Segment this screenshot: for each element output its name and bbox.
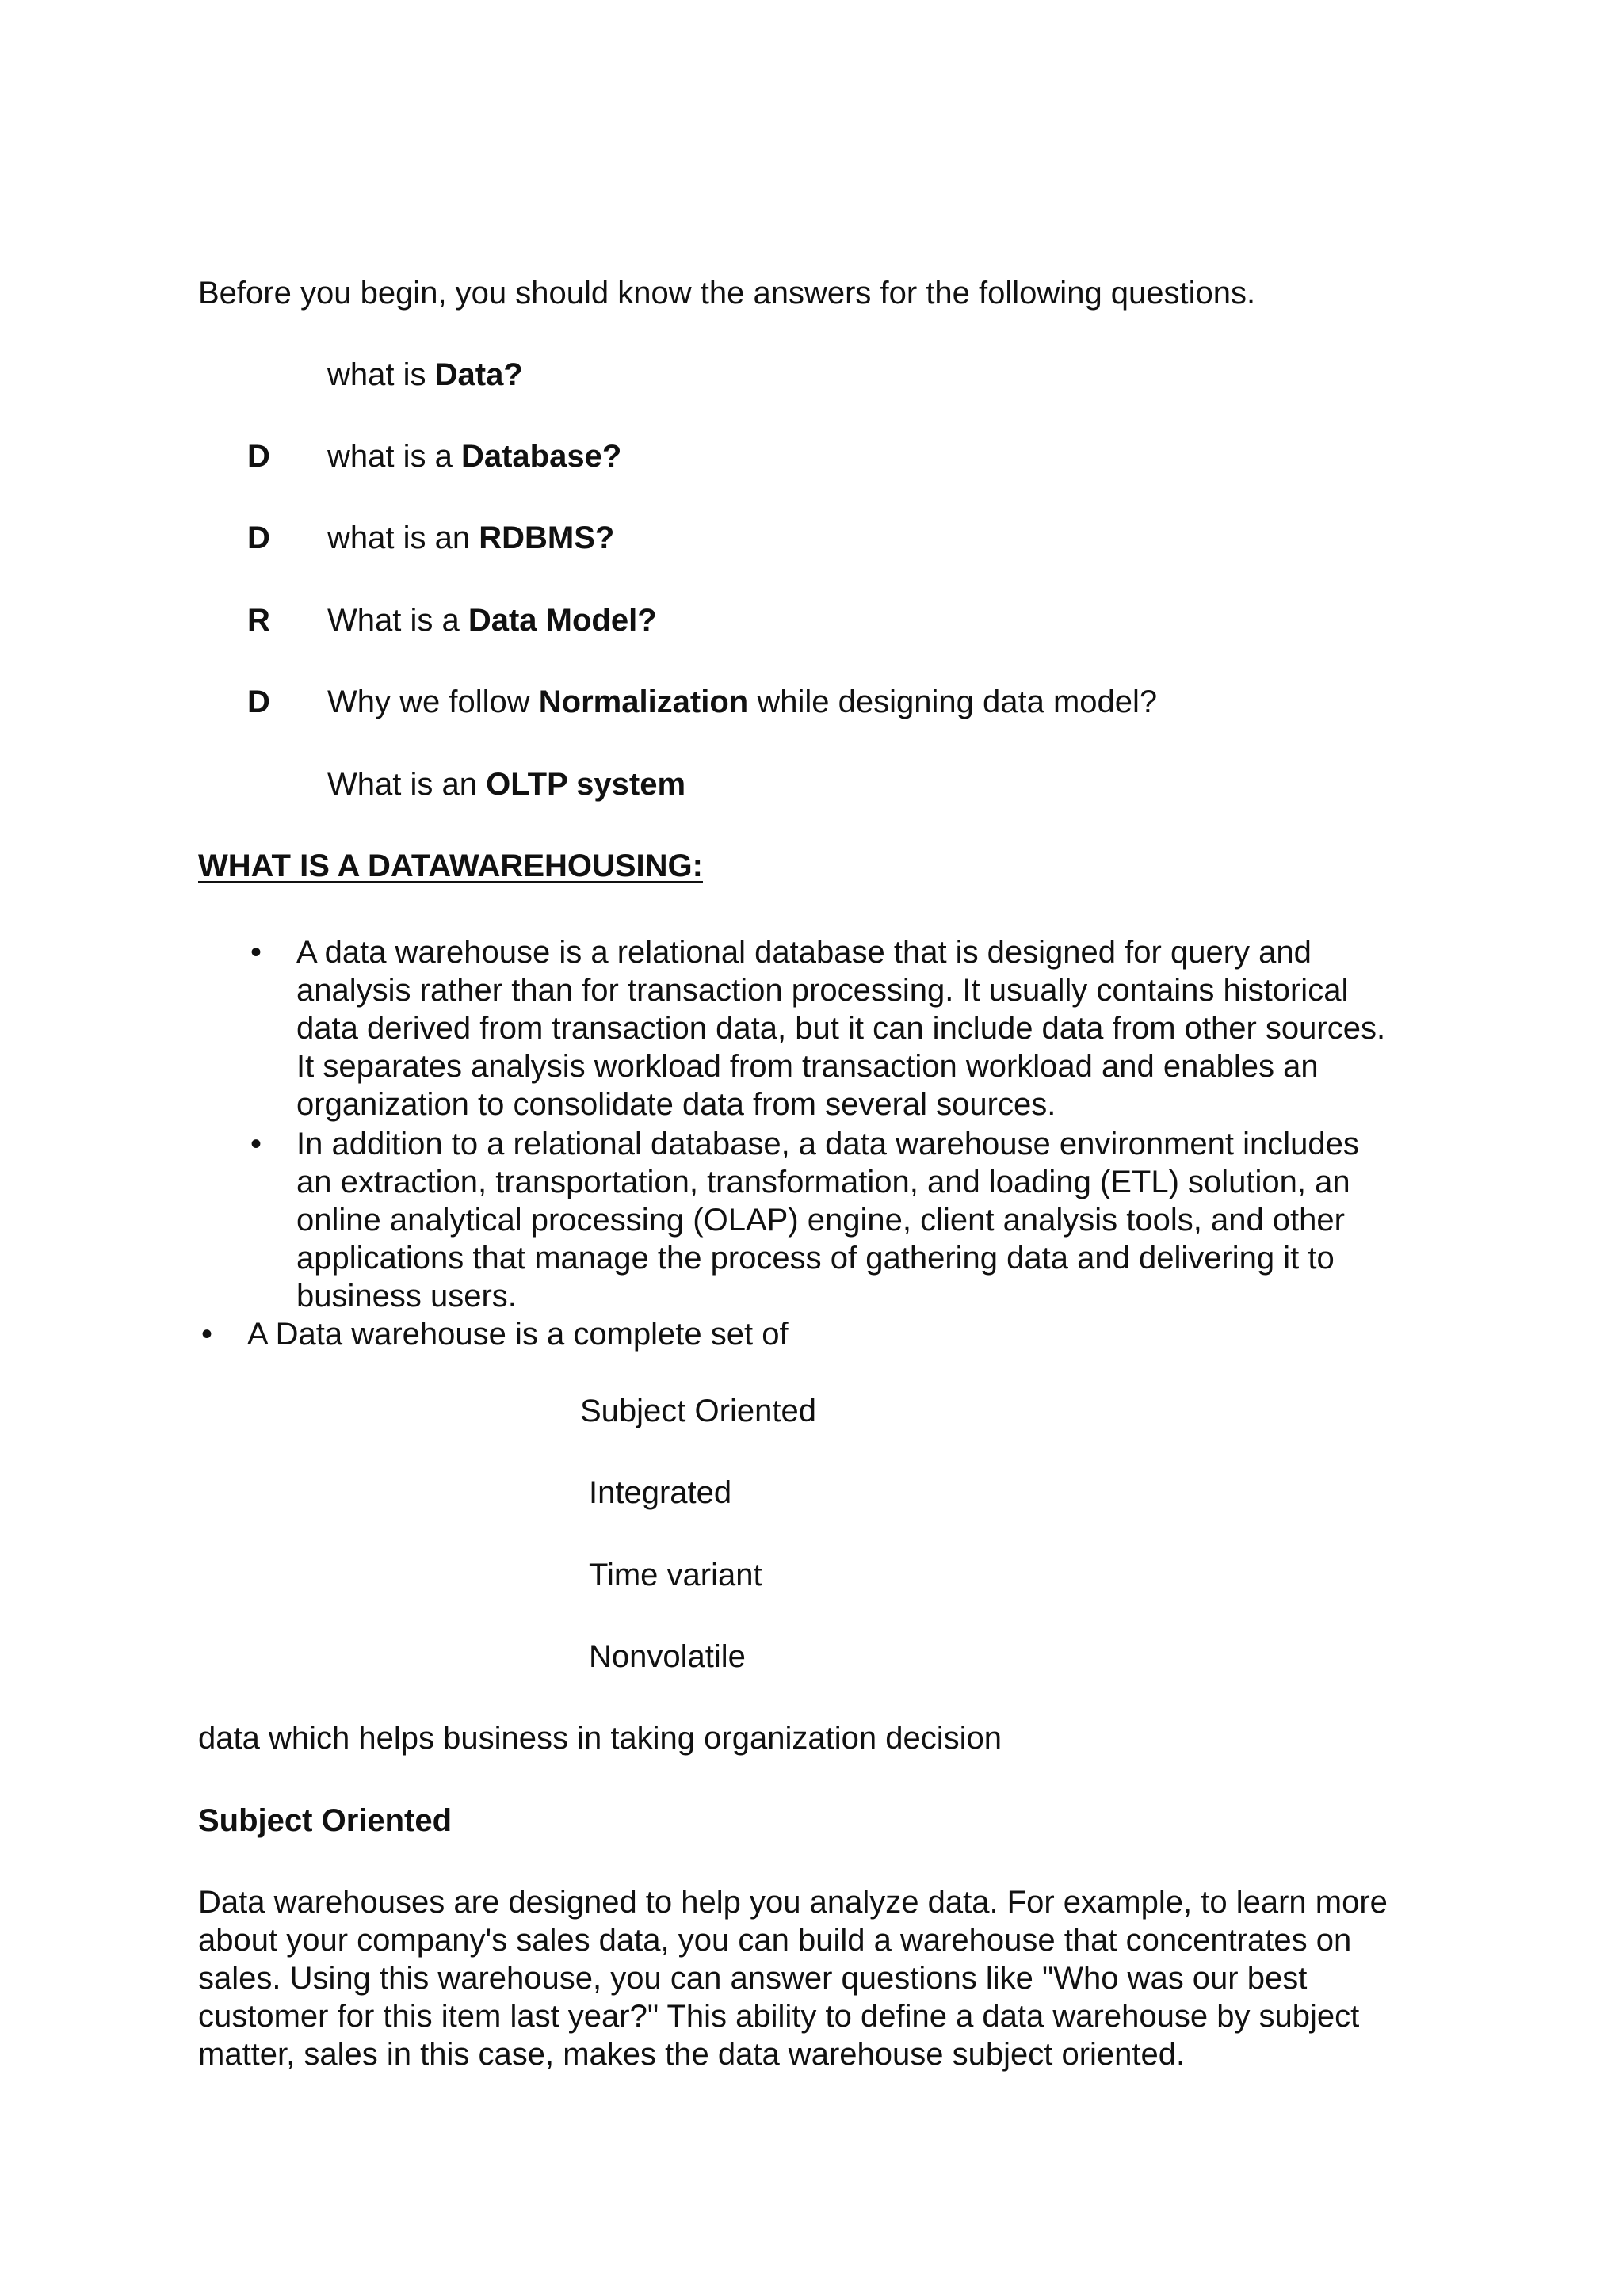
bullet-line: organization to consolidate data from several sources. [296,1087,1056,1122]
question-prefix: what is [327,357,435,392]
question-marker: D [247,521,270,555]
bullet-line: A data warehouse is a relational database that is designed for query and [296,935,1312,970]
question-text [327,601,657,639]
property-item: Integrated [589,1475,732,1510]
property-item: Time variant [589,1558,762,1592]
question-marker: R [247,603,270,638]
section-heading: WHAT IS A DATAWAREHOUSING: [198,849,703,883]
bullet-line: online analytical processing (OLAP) engine, client analysis tools, and other [296,1203,1345,1238]
question-marker: D [247,685,270,719]
question-bold: RDBMS? [479,521,615,555]
paragraph-line: Data warehouses are designed to help you analyze data. For example, to learn more [198,1885,1388,1920]
closing-text: data which helps business in taking organization decision [198,1721,1002,1756]
question-text [327,356,523,394]
question-bold: Database? [460,439,622,474]
paragraph-line: matter, sales in this case, makes the data warehouse subject oriented. [198,2037,1186,2072]
paragraph-line: about your company's sales data, you can build a warehouse that concentrates on [198,1923,1352,1958]
property-item: Nonvolatile [589,1639,746,1674]
paragraph-line: customer for this item last year?" This ability to define a data warehouse by subject [198,1999,1360,2034]
question-suffix: while designing data model? [748,685,1158,719]
bullet-line: In addition to a relational database, a data warehouse environment includes [296,1127,1359,1161]
question-prefix: What is an [327,767,487,802]
question-prefix: What is a [327,603,468,638]
question-marker: D [247,439,270,474]
subheading: Subject Oriented [198,1803,453,1838]
question-bold: Data? [434,357,523,392]
property-item: Subject Oriented [580,1394,816,1428]
question-prefix: Why we follow [327,685,539,719]
intro-text: Before you begin, you should know the answers for the following questions. [198,276,1256,311]
question-bold: OLTP system [486,767,686,802]
question-bold: Normalization [538,685,749,719]
bullet-line: business users. [296,1279,517,1314]
question-prefix: what is a [327,439,461,474]
bullet-line: analysis rather than for transaction processing. It usually contains historical [296,973,1349,1008]
bullet-line: applications that manage the process of gathering data and delivering it to [296,1241,1335,1276]
outer-bullet-text: A Data warehouse is a complete set of [247,1317,789,1352]
question-text [327,437,621,475]
paragraph-line: sales. Using this warehouse, you can answer questions like "Who was our best [198,1961,1308,1996]
question-prefix: what is an [327,521,479,555]
bullet-dot-icon: • [250,1127,262,1161]
question-text [327,519,614,557]
bullet-line: It separates analysis workload from transaction workload and enables an [296,1049,1319,1084]
bullet-line: data derived from transaction data, but it can include data from other sources. [296,1011,1386,1046]
question-bold: Data Model? [468,603,657,638]
question-text [327,765,685,803]
bullet-dot-icon: • [250,935,262,970]
bullet-dot-icon: • [201,1317,213,1352]
question-text [327,683,1157,721]
bullet-line: an extraction, transportation, transformation, and loading (ETL) solution, an [296,1165,1350,1199]
